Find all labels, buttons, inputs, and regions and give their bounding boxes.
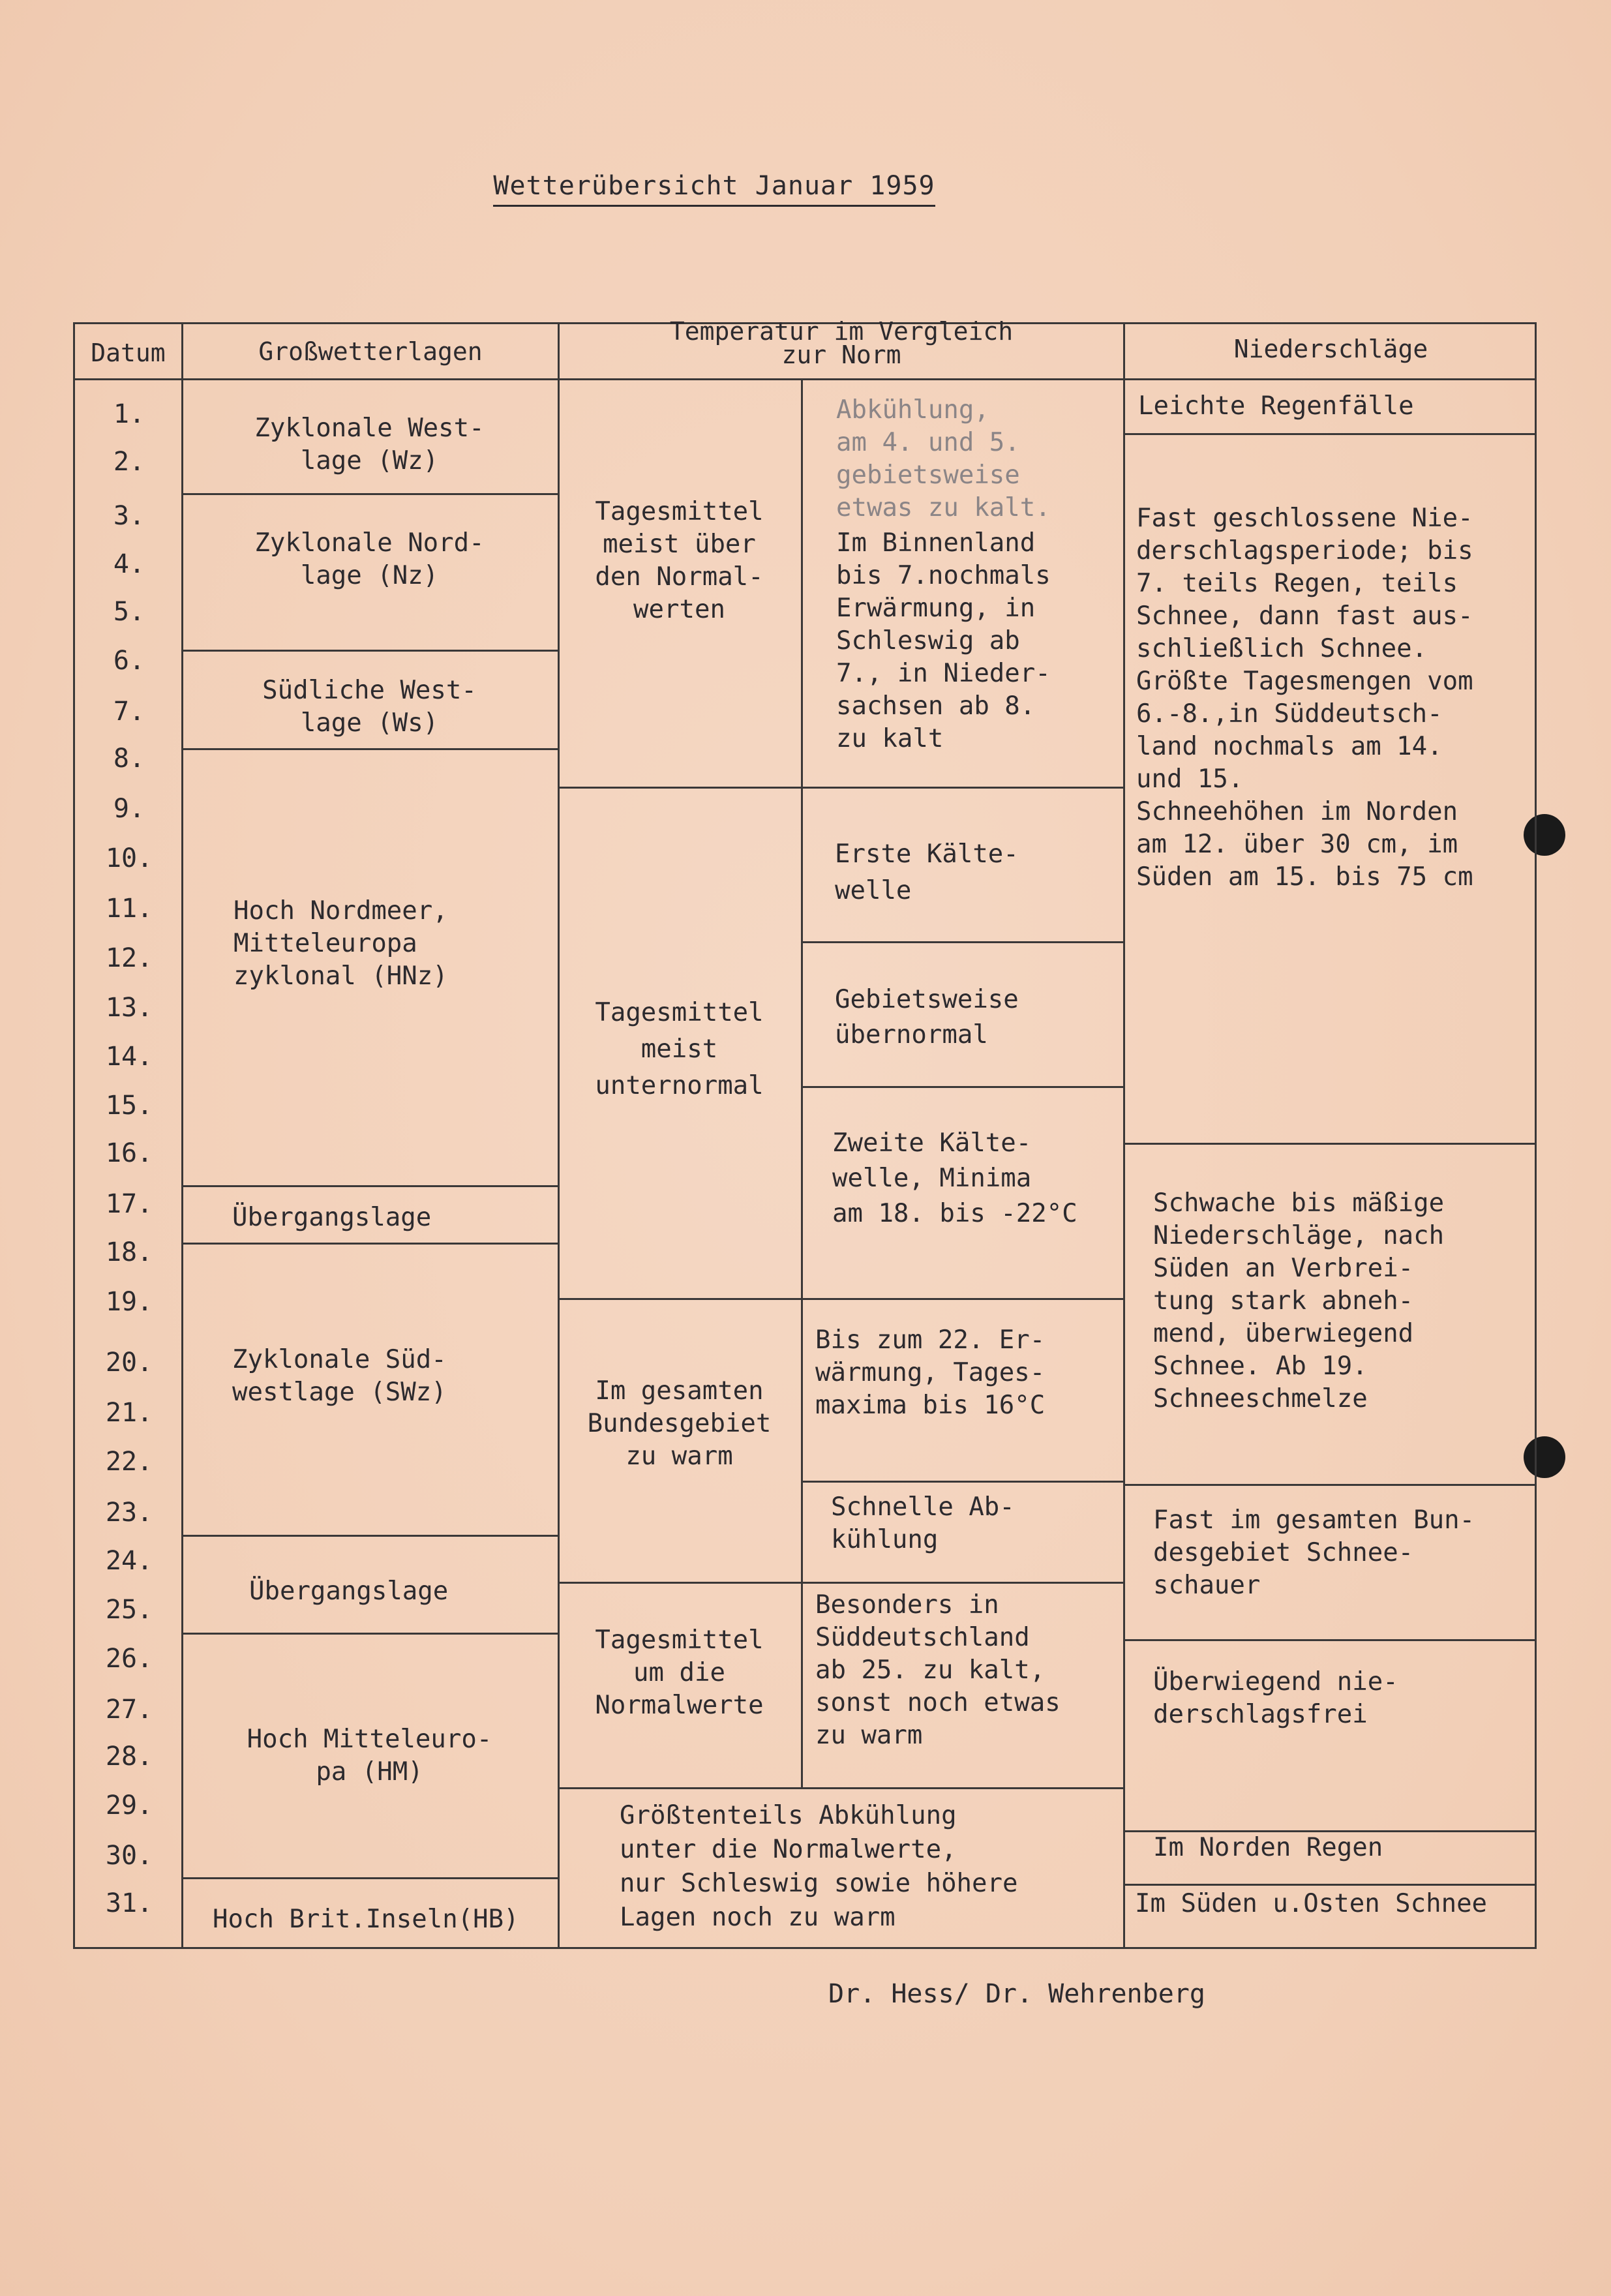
temperatur-summary-4: Tagesmittel um die Normalwerte [595,1625,764,1720]
temperatur-summary-1: Tagesmittel meist über den Normal- werten [595,497,764,624]
page-title: Wetterübersicht Januar 1959 [0,171,1611,207]
temperatur-end: Größtenteils Abkühlung unter die Normalwerte, nur Schleswig sowie höhere Lagen noch zu warm [620,1801,1018,1932]
wetterlage-nz: Zyklonale Nord- lage (Nz) [254,528,485,590]
day-number: 4. [113,549,145,579]
day-number: 12. [105,943,153,973]
day-number: 9. [113,794,145,824]
day-number: 25. [105,1595,153,1625]
day-number: 29. [105,1790,153,1820]
temperatur-detail-5: Zweite Kälte- welle, Minima am 18. bis -22°C [832,1128,1077,1228]
header-datum: Datum [91,339,166,367]
temperatur-detail-6: Bis zum 22. Er- wärmung, Tages- maxima bis 16°C [815,1325,1046,1420]
day-number: 13. [105,993,153,1023]
day-number: 22. [105,1447,153,1477]
wetterlage-hnz: Hoch Nordmeer, Mitteleuropa zyklonal (HNz) [233,896,448,991]
day-number: 27. [105,1695,153,1725]
niederschlag-7: Im Süden u.Osten Schnee [1135,1889,1488,1918]
day-number: 2. [113,447,145,477]
wetterlage-hb: Hoch Brit.Inseln(HB) [213,1905,519,1934]
wetterlage-swz: Zyklonale Süd- westlage (SWz) [232,1345,447,1407]
temperatur-detail-7: Schnelle Ab- kühlung [831,1492,1015,1554]
day-number: 15. [105,1091,153,1121]
day-number: 19. [105,1287,153,1317]
day-number: 16. [105,1138,153,1168]
wetterlage-wz: Zyklonale West- lage (Wz) [254,414,485,476]
day-number: 10. [105,843,153,873]
day-number: 14. [105,1042,153,1072]
signature: Dr. Hess/ Dr. Wehrenberg [828,1979,1205,2009]
day-number: 17. [105,1189,153,1219]
wetterlage-uebergang-2: Übergangslage [249,1577,449,1606]
day-number: 18. [105,1237,153,1267]
wetterlage-uebergang-1: Übergangslage [232,1203,432,1232]
day-number: 11. [105,894,153,924]
day-number: 7. [113,697,145,727]
day-number: 28. [105,1742,153,1772]
wetterlage-hm: Hoch Mitteleuro- pa (HM) [247,1725,492,1787]
day-number: 21. [105,1398,153,1428]
header-grosswetterlagen: Großwetterlagen [258,337,483,366]
niederschlag-2: Fast geschlossene Nie- derschlagsperiode; bis 7. teils Regen, teils Schnee, dann fast aus- schließlich Schnee. Größte Tagesmengen vom 6.-8.,in Süddeutsch- land nochmals am 14. und 15. Schneehöhen im Norden am 12. über 30 cm, im Süden am 15. bis 75 cm [1136,504,1473,892]
niederschlag-6: Im Norden Regen [1153,1833,1383,1862]
day-number: 31. [105,1888,153,1918]
day-number: 23. [105,1498,153,1528]
wetterlage-ws: Südliche West- lage (Ws) [262,676,477,738]
temperatur-detail-4: Gebietsweise übernormal [835,985,1019,1050]
temperatur-detail-2: Im Binnenland bis 7.nochmals Erwärmung, in Schleswig ab 7., in Nieder- sachsen ab 8. zu kalt [836,528,1051,753]
niederschlag-1: Leichte Regenfälle [1138,391,1414,421]
niederschlag-3: Schwache bis mäßige Niederschläge, nach Süden an Verbrei- tung stark abneh- mend, überwiegend Schnee. Ab 19. Schneeschmelze [1153,1188,1445,1413]
day-number: 24. [105,1546,153,1576]
day-number: 5. [113,597,145,627]
temperatur-detail-1: Abkühlung, am 4. und 5. gebietsweise etwas zu kalt. [836,395,1051,522]
day-number: 26. [105,1644,153,1674]
temperatur-summary-2: Tagesmittel meist unternormal [595,998,764,1100]
niederschlag-4: Fast im gesamten Bun- desgebiet Schnee- schauer [1153,1505,1475,1600]
day-number: 1. [113,399,145,429]
header-niederschlaege: Niederschläge [1233,335,1428,363]
day-number: 30. [105,1841,153,1871]
temperatur-summary-3: Im gesamten Bundesgebiet zu warm [587,1376,772,1471]
day-number: 6. [113,646,145,676]
day-number: 20. [105,1348,153,1378]
day-number: 8. [113,744,145,774]
temperatur-detail-3: Erste Kälte- welle [835,839,1019,905]
header-temperatur: Temperatur im Vergleich zur Norm [669,317,1014,369]
niederschlag-5: Überwiegend nie- derschlagsfrei [1153,1667,1398,1729]
day-number: 3. [113,501,145,531]
temperatur-detail-8: Besonders in Süddeutschland ab 25. zu kalt, sonst noch etwas zu warm [815,1590,1061,1750]
